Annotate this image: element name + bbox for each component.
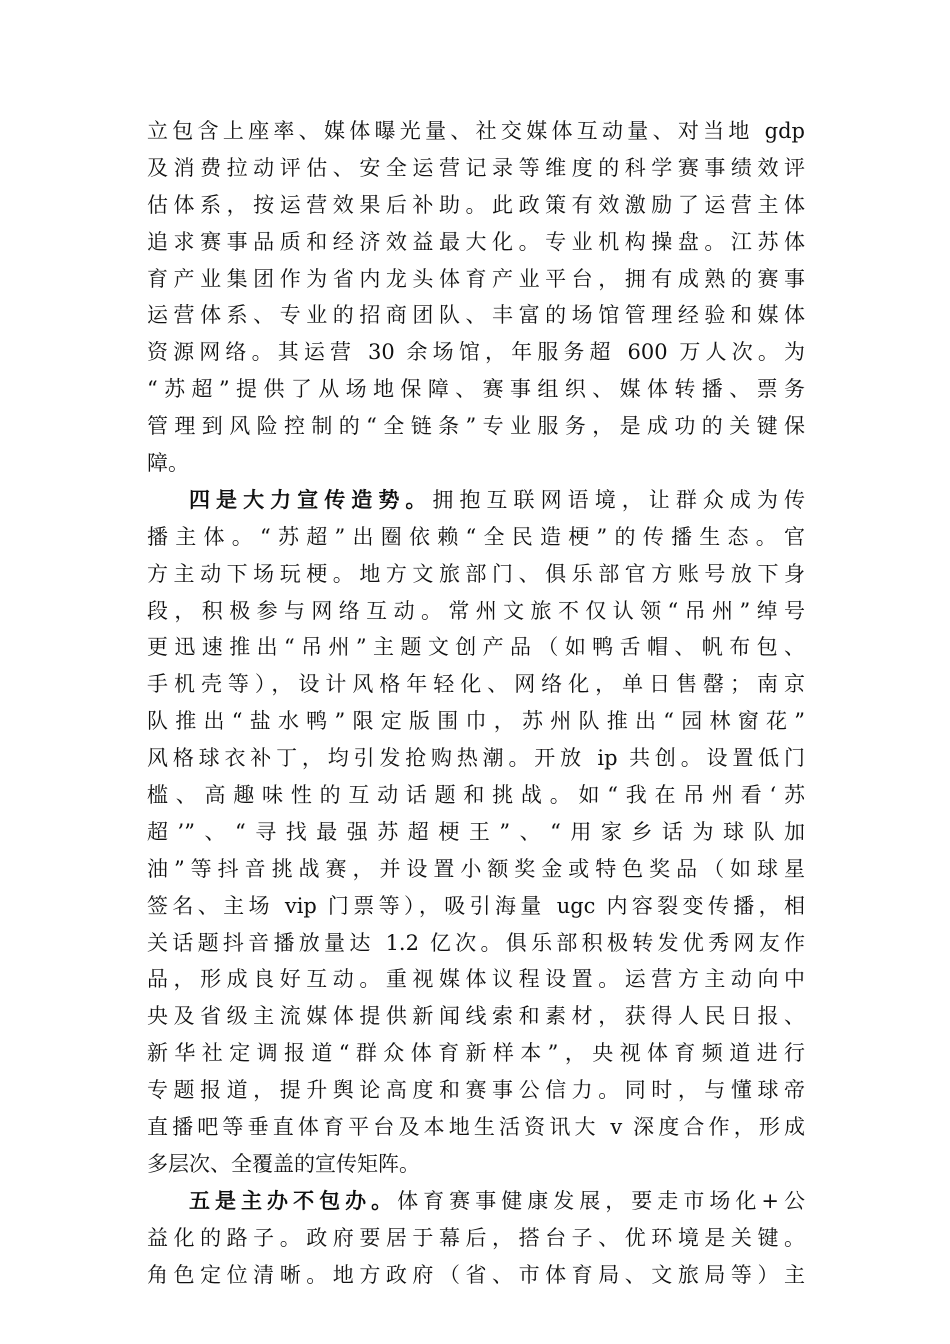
paragraph-first-line bbox=[147, 482, 805, 519]
text-line: 及消费拉动评估、安全运营记录等维度的科学赛事绩效评 bbox=[147, 155, 805, 180]
text-line: 角色定位清晰。地方政府（省、市体育局、文旅局等）主 bbox=[147, 1262, 805, 1287]
text-line: 风格球衣补丁，均引发抢购热潮。开放 ip 共创。设置低门 bbox=[147, 746, 805, 771]
text-line: 直播吧等垂直体育平台及本地生活资讯大 v 深度合作，形成 bbox=[147, 1115, 805, 1140]
text-span: 体育赛事健康发展，要走市场化+公 bbox=[397, 1188, 805, 1213]
text-line: 品，形成良好互动。重视媒体议程设置。运营方主动向中 bbox=[147, 967, 805, 992]
text-line: 方主动下场玩梗。地方文旅部门、俱乐部官方账号放下身 bbox=[147, 561, 805, 586]
text-line: 障。 bbox=[147, 451, 189, 476]
text-line: 更迅速推出“吊州”主题文创产品（如鸭舌帽、帆布包、 bbox=[147, 635, 805, 660]
paragraph-first-line bbox=[147, 1183, 805, 1220]
text-line: 新华社定调报道“群众体育新样本”，央视体育频道进行 bbox=[147, 1041, 805, 1066]
paragraph-publicity bbox=[147, 482, 805, 1183]
text-line: 运营体系、专业的招商团队、丰富的场馆管理经验和媒体 bbox=[147, 303, 805, 328]
text-line: 播主体。“苏超”出圈依赖“全民造梗”的传播生态。官 bbox=[147, 524, 805, 549]
paragraph-operations bbox=[147, 113, 805, 482]
text-line: 估体系，按运营效果后补助。此政策有效激励了运营主体 bbox=[147, 192, 805, 217]
text-line: 槛、高趣味性的互动话题和挑战。如“我在吊州看‘苏 bbox=[147, 783, 805, 808]
document-page bbox=[147, 113, 805, 1294]
text-line: 管理到风险控制的“全链条”专业服务，是成功的关键保 bbox=[147, 414, 805, 439]
text-line: 段，积极参与网络互动。常州文旅不仅认领“吊州”绰号 bbox=[147, 598, 805, 623]
text-line: 手机壳等），设计风格年轻化、网络化，单日售罄；南京 bbox=[147, 672, 805, 697]
text-line: 签名、主场 vip 门票等），吸引海量 ugc 内容裂变传播，相 bbox=[147, 893, 805, 918]
text-line: 益化的路子。政府要居于幕后，搭台子、优环境是关键。 bbox=[147, 1225, 805, 1250]
text-line: 资源网络。其运营 30 余场馆，年服务超 600 万人次。为 bbox=[147, 340, 805, 365]
text-line: “苏超”提供了从场地保障、赛事组织、媒体转播、票务 bbox=[147, 377, 805, 402]
text-line: 超’”、“寻找最强苏超梗王”、“用家乡话为球队加 bbox=[147, 819, 805, 844]
text-line: 多层次、全覆盖的宣传矩阵。 bbox=[147, 1151, 420, 1176]
paragraph-organizing bbox=[147, 1183, 805, 1294]
text-line: 关话题抖音播放量达 1.2 亿次。俱乐部积极转发优秀网友作 bbox=[147, 930, 805, 955]
text-line: 追求赛事品质和经济效益最大化。专业机构操盘。江苏体 bbox=[147, 229, 805, 254]
text-line: 育产业集团作为省内龙头体育产业平台，拥有成熟的赛事 bbox=[147, 266, 805, 291]
text-line: 油”等抖音挑战赛，并设置小额奖金或特色奖品（如球星 bbox=[147, 856, 805, 881]
text-span: 拥抱互联网语境，让群众成为传 bbox=[432, 487, 805, 512]
text-line: 队推出“盐水鸭”限定版围巾，苏州队推出“园林窗花” bbox=[147, 709, 805, 734]
paragraph-heading: 五是主办不包办。 bbox=[189, 1187, 398, 1213]
text-line: 央及省级主流媒体提供新闻线索和素材，获得人民日报、 bbox=[147, 1004, 805, 1029]
paragraph-heading: 四是大力宣传造势。 bbox=[189, 486, 433, 512]
text-line: 立包含上座率、媒体曝光量、社交媒体互动量、对当地 gdp bbox=[147, 119, 805, 143]
text-line: 专题报道，提升舆论高度和赛事公信力。同时，与懂球帝 bbox=[147, 1078, 805, 1103]
